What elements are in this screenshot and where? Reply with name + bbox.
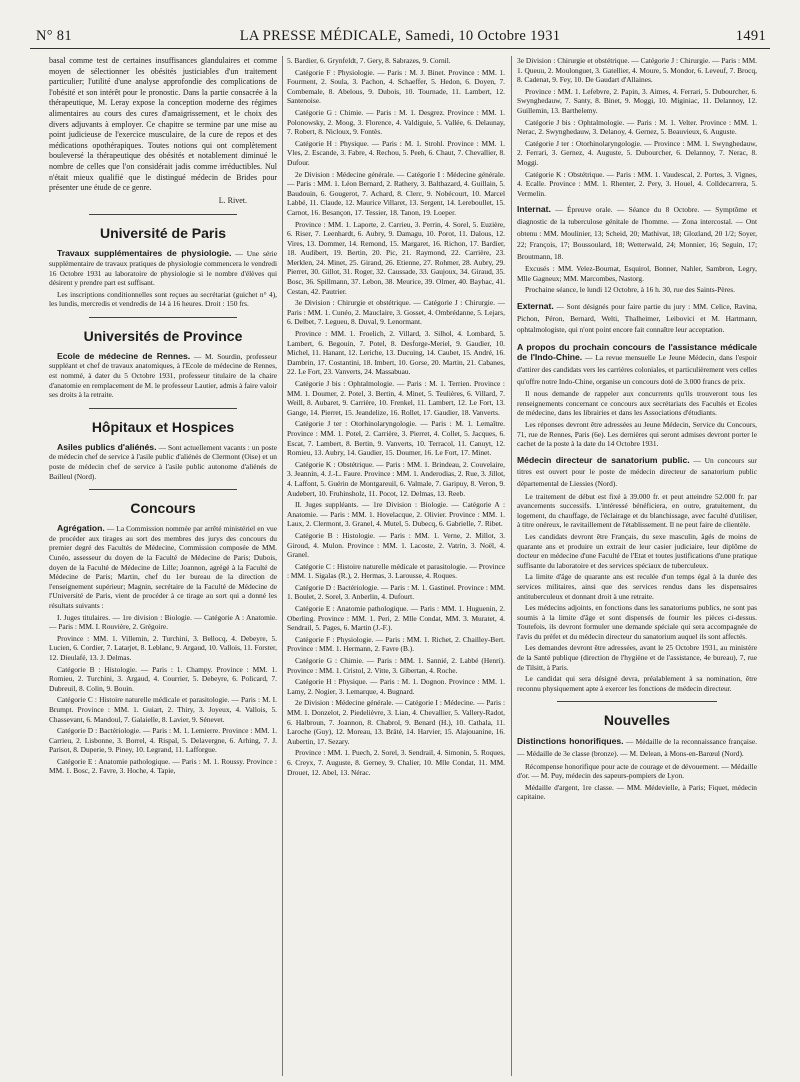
item-text: Catégorie K : Obstétrique. — Paris : MM. 1. Brindeau, 2. Couvelaire, 3. Jeannin, 4. J.-L. Faure. Province : MM. 1. Anderodias, 2. Rue, 3. Jillot, 4. Laffont, 5. Guérin de Montgareuil, 6. Valmale, 7. Garipuy, 8. Veron, 9. Audebert, 10. Fruhinsholz, 11. Pocot, 12. Delmas, 13. Reeb. xyxy=(287,459,505,498)
item-text: — M. Sourdin, professeur suppléant et chef de travaux anatomiques, à l'Ecole de médecine de Rennes, est nommé, à dater du 5 Octobre 1931, professeur titulaire de la chaire d'anatomie en remplacement de M. le professeur Lautier, admis à faire valoir ses droits à la retraite. xyxy=(49,351,277,400)
item-text: Province : MM. 1. Lefebvre, 2. Papin, 3. Aimes, 4. Ferrari, 5. Dubourcher, 6. Swynghedauw, 7. Santy, 8. Binet, 9. Moggi, 10. Miginiac, 11. Delannoy, 12. Guillemin, 13. Barthelemy. xyxy=(517,86,757,115)
item-text: Les demandes devront être adressées, avant le 25 Octobre 1931, au ministère de la Santé publique (direction de l'hygiène et de l'assistance, 4e bureau), 7, rue de Tilsitt, à Paris. xyxy=(517,643,757,672)
item-text: — La revue mensuelle Le Jeune Médecin, dans l'espoir d'attirer des candidats vers les carrières coloniales, et particulièrement vers celles qu'offre notre Indo-Chine, organise un concours doté de 3.000 francs de prix. xyxy=(517,353,757,386)
review-signature: L. Rivet. xyxy=(218,195,247,205)
item-text: Les médecins adjoints, en fonctions dans les sanatoriums publics, ne sont pas soumis à la limite d'âge et sont dispensés de fournir les pièces ci-dessus. Toutefois, ils devront formuler une demande spéciale qui sera accompagnée de l'avis du préfet et du médecin directeur du sanatorium auquel ils sont affectés. xyxy=(517,603,757,641)
item-text: 2e Division : Médecine générale. — Catégorie I : Médecine générale. — Paris : MM. 1. Léon Bernard, 2. Rathery, 3. Balthazard, 4. Guillain, 5. Baudouin, 6. Gougerot, 7. Achard, 8. Clerc, 9. Nobécourt, 10. Marcel Labbé, 11. Claude, 12. Maurice Villaret, 13. Sergent, 14. Lereboullet, 15. Carnot, 16. Besançon, 17. Tessier, 18. Tanon, 19. Loeper. xyxy=(287,169,505,217)
item-text: Catégorie J ter : Otorhinolaryngologie. — Paris : M. 1. Lemaître. Province : MM. 1. Potel, 2. Carrière, 3. Pierret, 4. Collet, 5. Jacques, 6. Escat, 7. Lambert, 8. Bertin, 9. Vanverts, 10. Terracol, 11. Canuyt, 12. Romieu, 13. Aubry, 14. Gaudier, 15. Doumer, 16. Le Fort, 17. Minet. xyxy=(287,419,505,458)
item-text: Les inscriptions conditionnelles sont reçues au secrétariat (guichet n° 4), les lundis, mercredis et vendredis de 14 à 16 heures. Droit : 150 frs. xyxy=(49,289,277,309)
item-text: Il nous demande de rappeler aux concurrents qu'ils trouveront tous les renseignements concernant ce concours aux secrétariats des Facultés et Ecoles de médecine, dans les librairies et dans les Associations d'étudiants. xyxy=(517,389,757,418)
item-text: Catégorie F : Physiologie. — Paris : M. J. Binet. Province : MM. 1. Fourment, 2. Soula, 3. Pachon, 4. Schaeffer, 5. Hedon, 6. Doyen, 7. Combemale, 8. Abelous, 9. Dubois, 10. Tournade, 11. Lambert, 12. Santenoise. xyxy=(287,67,505,106)
item-text: La limite d'âge de quarante ans est reculée d'un temps égal à la durée des services militaires, ainsi que des services rendus dans les dispensaires antituberculeux et donnant droit à une retraite. xyxy=(517,572,757,601)
section-title-concours: Concours xyxy=(130,500,196,517)
item-text: 3e Division : Chirurgie et obstétrique. — Catégorie J : Chirurgie. — Paris : MM. 1. Queuu, 2. Moulonguet, 3. Gatellier, 4. Moure, 5. Mondor, 6. Leveuf, 7. Brocq, 8. Cadenat, 9. Fey, 10. De Gaudart d'Allaines. xyxy=(517,56,757,85)
item-text: Catégorie H : Physique. — Paris : M. 1. Dognon. Province : MM. 1. Lamy, 2. Nogier, 3. Lemarque, 4. Bugnard. xyxy=(287,677,505,696)
item-text: Le traitement de début est fixé à 39.000 fr. et peut atteindre 52.000 fr. par avancements successifs. L'intéressé bénéficiera, en outre, gratuitement, du logement, du chauffage, de l'éclairage et du blanchissage, avec faculté d'utiliser, à titre onéreux, le ravitaillement de l'établissement. Il ne peut faire de clientèle. xyxy=(517,491,757,530)
section-divider xyxy=(89,214,237,215)
item-text: 3e Division : Chirurgie et obstétrique. — Catégorie J : Chirurgie. — Paris : MM. 1. Cunéo, 2. Mauclaire, 3. Gosset, 4. Ombrédanne, 5. Lejars, 6. Delbet, 7. Legueu, 8. Duval, 9. Lenormant. xyxy=(287,298,505,327)
column-rule xyxy=(511,56,512,1076)
page-number: 1491 xyxy=(735,28,766,44)
item-heading: Externat. xyxy=(517,301,554,312)
item-text: Prochaine séance, le lundi 12 Octobre, à 16 h. 30, rue des Saints-Pères. xyxy=(525,285,735,295)
item-heading: Ecole de médecine de Rennes. xyxy=(57,350,191,361)
item-heading: Asiles publics d'aliénés. xyxy=(57,441,157,452)
section-divider xyxy=(89,408,237,409)
item-text: — Un concours sur titres est ouvert pour le poste de médecin directeur de sanatorium public départemental de Liessies (Nord). xyxy=(517,455,757,488)
item-text: Catégorie G : Chimie. — Paris : MM. 1. Sannié, 2. Labbé (Henri). Province : MM. 1. Cristol, 2. Vitte, 3. Gibertan, 4. Roche. xyxy=(287,656,505,675)
item-text: Catégorie D : Bactériologie. — Paris : M. 1. Gastinel. Province : MM. 1. Boulet, 2. Sorel, 3. Anberlin, 4. Dufourt. xyxy=(287,582,505,602)
page-header xyxy=(30,22,770,49)
item-text: Catégorie J bis : Ophtalmologie. — Paris : M. 1. Terrien. Province : MM. 1. Doumer, 2. Potel, 3. Bertin, 4. Minet, 5. Teulières, 6. Villard, 7. Weill, 8. Aubaret, 9. Carrière, 10. Frenkel, 11. Lambert, 12. Le Fort, 13. Gange, 14. Pierret, 15. Jeandelize, 16. Rollet, 17. Gaudier, 18. Vanverts. xyxy=(287,379,505,417)
item-text: Catégorie H : Physique. — Paris : M. 1. Strohl. Province : MM. 1. Vles, 2. Escande, 3. Fabre, 4. Rechou, 5. Peeh, 6. Chaut, 7. Chevallier, 8. Dufour. xyxy=(287,138,505,167)
item-text: Récompense honorifique pour acte de courage et de dévouement. — Médaille d'or. — M. Puy, médecin des sapeurs-pompiers de Lyon. xyxy=(517,761,757,781)
item-text: — Épreuve orale. — Séance du 8 Octobre. — Symptôme et diagnostic de la tuberculose génitale de l'homme. — Zona intercostal. — Ont obtenu : MM. Moulinier, 13; Scheid, 20; Mathivat, 18; Glozland, 20 1/2; Soyer, 22; François, 17; Boussoulard, 18; Wetterwald, 24; Monnier, 16; Seguin, 17; Broutmann, 18. xyxy=(517,205,757,261)
item-text: Catégorie C : Histoire naturelle médicale et parasitologie. — Paris : M. I. Brumpt. Province : MM. 1. Guiart, 2. Thiry, 3. Joyeux, 4. Vallois, 5. Chassevant, 6. Mandoul, 7. Galaielle, 8. Lavier, 9. Sénevet. xyxy=(49,695,277,724)
item-text: Catégorie J bis : Ophtalmologie. — Paris : M. 1. Velter. Province : MM. 1. Nerac, 2. Swynghedauw, 3. Delanoy, 4. Gernez, 5. Beauvieux, 6. Auguste. xyxy=(517,117,757,137)
section-title-universite-paris: Université de Paris xyxy=(99,225,227,242)
item-heading: A propos du prochain concours de l'assistance médicale de l'Indo-Chine. xyxy=(517,341,757,363)
item-text: Catégorie E : Anatomie pathologique. — Paris : M. 1. Roussy. Province : MM. 1. Bosc, 2. Favre, 3. Hoche, 4. Tapie, xyxy=(49,756,277,776)
section-title-hopitaux: Hôpitaux et Hospices xyxy=(91,418,235,435)
item-text: Catégorie G : Chimie. — Paris : M. 1. Desgrez. Province : MM. 1. Polonowsky, 2. Moog, 3. Florence, 4. Valdiguie, 5. Vallée, 6. Delaunay, 7. Robert, 8. Nicloux, 9. Fontès. xyxy=(287,107,505,137)
item-text: — Sont désignés pour faire partie du jury : MM. Celice, Ravina, Pichon, Péron, Bernard, Welti, Thalheimer, Leibovici et M. Hartmann, ophtalmologiste, qui n'ont point encore fait connaître leur acceptation. xyxy=(517,302,757,335)
item-text: Le candidat qui sera désigné devra, préalablement à sa nomination, être reconnu physiquement apte à exercer les fonctions de médecin directeur. xyxy=(517,674,757,693)
review-text: basal comme test de certaines insuffisances glandulaires et comme moyen de sélectionner les obésités justiciables d'un traitement particulier; l'utilité d'une analyse approfondie des complications de l'obésité et son intérêt pour le pronostic. Dans la partie consacrée à la thérapeutique, M. Leray expose la conception moderne des régimes alimentaires au cours des cures d'amaigrissement, et le choix des divers adjuvants à employer. Ce chapitre se termine par une mise au point judicieuse de l'exercice musculaire, de la cure de repos et des médications opothérapiques. Toutes notions qui ont complètement bouleversé la thérapeutique des obésités et notablement diminué le nombre de celles que l'on considérait jadis comme irréductibles. Nul n'était mieux qualifié que le distingué médecin de Brides pour présenter une étude de ce genre. xyxy=(49,56,277,193)
item-heading: Médecin directeur de sanatorium public. xyxy=(517,454,690,465)
item-text: 5. Bardier, 6. Grynfeldt, 7. Gery, 8. Sabrazes, 9. Cornil. xyxy=(287,56,451,65)
section-divider xyxy=(89,317,237,318)
item-text: 2e Division : Médecine générale. — Catégorie I : Médecine. — Paris : MM. 1. Donzelot, 2. Piedelièvre, 3. Lian, 4. Chevallier, 5. Vallery-Radot, 6. Halbroun, 7. Joannon, 8. Chabrol, 9. Benard (H.), 10. Cathala, 11. Laroche (Guy), 12. Moreau, 13. Bräté, 14. Harvier, 15. Alajouanine, 16. Aubertin, 17. Sezary. xyxy=(287,698,505,746)
item-text: Les candidats devront être Français, du sexe masculin, âgés de moins de quarante ans et produire un extrait de leur casier judiciaire, leur diplôme de docteur en médecine d'une Faculté de l'Etat et toutes justifications d'une pratique suffisante du laboratoire et des services spéciaux de tuberculeux. xyxy=(517,531,757,570)
item-text: Catégorie K : Obstétrique. — Paris : MM. 1. Vaudescal, 2. Portes, 3. Vignes, 4. Ecalle. Province : MM. 1. Rhenter, 2. Pery, 3. Houel, 4. Colldecarrera, 5. Vermelin. xyxy=(517,169,757,198)
item-text: I. Juges titulaires. — 1re division : Biologie. — Catégorie A : Anatomie. — Paris : MM. I. Rouvière, 2. Grégoire. xyxy=(49,612,277,632)
item-text: Catégorie B : Histologie. — Paris : MM. 1. Verne, 2. Millot, 3. Giroud, 4. Mulon. Province : MM. 1. Lacoste, 2. Vatrin, 3. Noël, 4. Granel. xyxy=(287,530,505,560)
item-text: Les réponses devront être adressées au Jeune Médecin, Service du Concours, 71, rue de Rennes, Paris (6e). Les dernières qui seront admises devront porter le cachet de la poste à la date du 14 Octobre 1931. xyxy=(517,420,757,449)
item-heading: Internat. xyxy=(517,204,551,215)
journal-title: LA PRESSE MÉDICALE, Samedi, 10 Octobre 1931 xyxy=(239,28,561,44)
column-3 xyxy=(517,56,757,1076)
item-heading: Agrégation. xyxy=(57,523,105,534)
column-rule xyxy=(282,56,283,1076)
section-divider xyxy=(89,489,237,490)
section-divider xyxy=(557,701,717,702)
item-text: Catégorie C : Histoire naturelle médicale et parasitologie. — Province : MM. 1. Sigalas (R.), 2. Hermas, 3. Larousse, 4. Roques. xyxy=(287,561,505,581)
item-text: — Médaille de la reconnaissance française. — Médaille de 3e classe (bronze). — M. Delean, à Mons-en-Barœul (Nord). xyxy=(517,737,757,759)
item-text: Médaille d'argent, 1re classe. — MM. Médevielle, à Paris; Fiquet, médecin capitaine. xyxy=(517,782,757,802)
item-text: — Une série supplémentaire de travaux pratiques de physiologie commencera le vendredi 16 Octobre 1931 au laboratoire de physiologie si le nombre d'élèves qui désirent y prendre part est suffisant. xyxy=(49,249,277,288)
item-heading: Distinctions honorifiques. xyxy=(517,736,624,747)
section-title-universites-province: Universités de Province xyxy=(83,327,243,344)
item-text: — La Commission nommée par arrêté ministériel en vue de procéder aux tirages au sort des membres des jurys des concours du premier degré des Facultés de Médecine, Commission composée de MM. Cunéo, assesseur du doyen de la Faculté de Médecine de Paris; Dubois, doyen de la Faculté de Médecine de Lille; Joannon, agrégé à la Faculté de Médecine de Paris; Martin, chef du 1er bureau de la direction de l'enseignement supérieur; Magnin, secrétaire de la Faculté de Médecine de l'Université de Paris, vient de procéder à ce tirage au sort qui a donné les résultats suivants : xyxy=(49,524,277,610)
column-1 xyxy=(49,56,277,1076)
item-text: Excusés : MM. Velez-Bournat, Esquirol, Bonner, Nahler, Sambron, Legry, Mlle Gagneux; MM. Marcombes, Nastorg. xyxy=(517,264,757,283)
issue-number: N° 81 xyxy=(36,28,72,44)
item-text: II. Juges suppléants. — 1re Division : Biologie. — Catégorie A : Anatomie. — Paris : MM. 1. Hovelacque, 2. Olivier. Province : MM. 1. Laux, 2. Clermont, 3. Granel, 4. Mutel, 5. Dubecq, 6. Gabrielle, 7. Ribet. xyxy=(287,500,505,529)
item-text: Catégorie D : Bactériologie. — Paris : M. 1. Lemierre. Province : MM. 1. Carrieu, 2. Lisbonne, 3. Borrel, 4. Rispal, 5. Delavergne, 6. Arhing, 7. J. Parisot, 8. Duperie, 9. Piney, 10. Legrand, 11. Lafforgue. xyxy=(49,726,277,755)
item-text: — Sont actuellement vacants : un poste de médecin chef de service à l'asile public d'aliénés de Clermont (Oise) et un poste de médecin chef de service à l'asile public autonome d'aliénés de Bailleul (Nord). xyxy=(49,442,277,481)
item-text: Province : MM. 1. Villemin, 2. Turchini, 3. Bellocq, 4. Debeyre, 5. Lucien, 6. Cordier, 7. Latarjet, 8. Leblanc, 9. Argaud, 10. Vallois, 11. Forster, 12. Dieulafé, 13. J. Delmas. xyxy=(49,633,277,662)
item-text: Province : MM. 1. Puech, 2. Sorel, 3. Sendrail, 4. Simonin, 5. Roques, 6. Creyx, 7. Auguste, 8. Gerney, 9. Chalier, 10. Mlle Condat, 11. MM. Drouet, 12. Abel, 13. Nérac. xyxy=(287,748,505,777)
item-text: Catégorie E : Anatomie pathologique. — Paris : MM. 1. Huguenin, 2. Oberling. Province : MM. 1. Peri, 2. Mlle Condat, MM. 3. Muratet, 4. Sendrail, 5. Pages, 6. Martin (J.-F.). xyxy=(287,604,505,633)
item-text: Province : MM. 1. Froelich, 2. Villard, 3. Silhol, 4. Lombard, 5. Lambert, 6. Begouin, 7. Potel, 8. Desforge-Meriel, 9. Gaudier, 10. Michel, 11. Hanant, 12. Leriche, 13. Ducuing, 14. Caubet, 15. André, 16. Dambrin, 17. Costantini, 18. Imbert, 10. Gorse, 20. Martin, 21. Cabanes, 22. Le Fort, 23. Vanverts, 24. Massabuau. xyxy=(287,329,505,377)
item-heading: Travaux supplémentaires de physiologie. xyxy=(57,248,232,259)
item-text: Province : MM. 1. Laporte, 2. Carrieu, 3. Perrin, 4. Sorel, 5. Euzière, 6. Riser, 7. Leenhardt, 6. Aubry, 9. Damagu, 10. Porot, 11. Dalous, 12. Vires, 13. Dommer, 14. Remond, 15. Margaret, 16. Richon, 17. Bardier, 18. Audibert, 19. Bertin, 20. Pic, 21. Raymond, 22. Carrière, 23. Merklen, 24. Minet, 25. Girand, 26. Etienne, 27. Rohmer, 28. Aubry, 29. Pierret, 30. Gillot, 31. Roger, 32. Caussade, 33. Gaujoux, 34. Giraud, 35. Bosc, 36. Spillmann, 37. Lebon, 38. Meurice, 39. Olmer, 40. Bayhac, 41. Cestan, 42. Pautrier. xyxy=(287,219,505,296)
item-text: Catégorie F : Physiologie. — Paris : MM. 1. Richet, 2. Chailley-Bert. Province : MM. 1. Hermann, 2. Favre (B.). xyxy=(287,634,505,654)
item-text: Catégorie J ter : Otorhinolaryngologie. — Province : MM. 1. Swynghedauw, 2. Ferrari, 3. Gernez, 4. Auguste, 5. Dubourcher, 6. Delannoy, 7. Nerac, 8. Moggi. xyxy=(517,138,757,167)
item-text: Catégorie B : Histologie. — Paris : 1. Champy. Province : MM. 1. Romieu, 2. Turchini, 3. Argaud, 4. Courrier, 5. Debeyre, 6. Policard, 7. Dubreuil, 8. Colin, 9. Bouin. xyxy=(49,664,277,693)
section-title-nouvelles: Nouvelles xyxy=(603,712,671,729)
column-2 xyxy=(287,56,505,1076)
